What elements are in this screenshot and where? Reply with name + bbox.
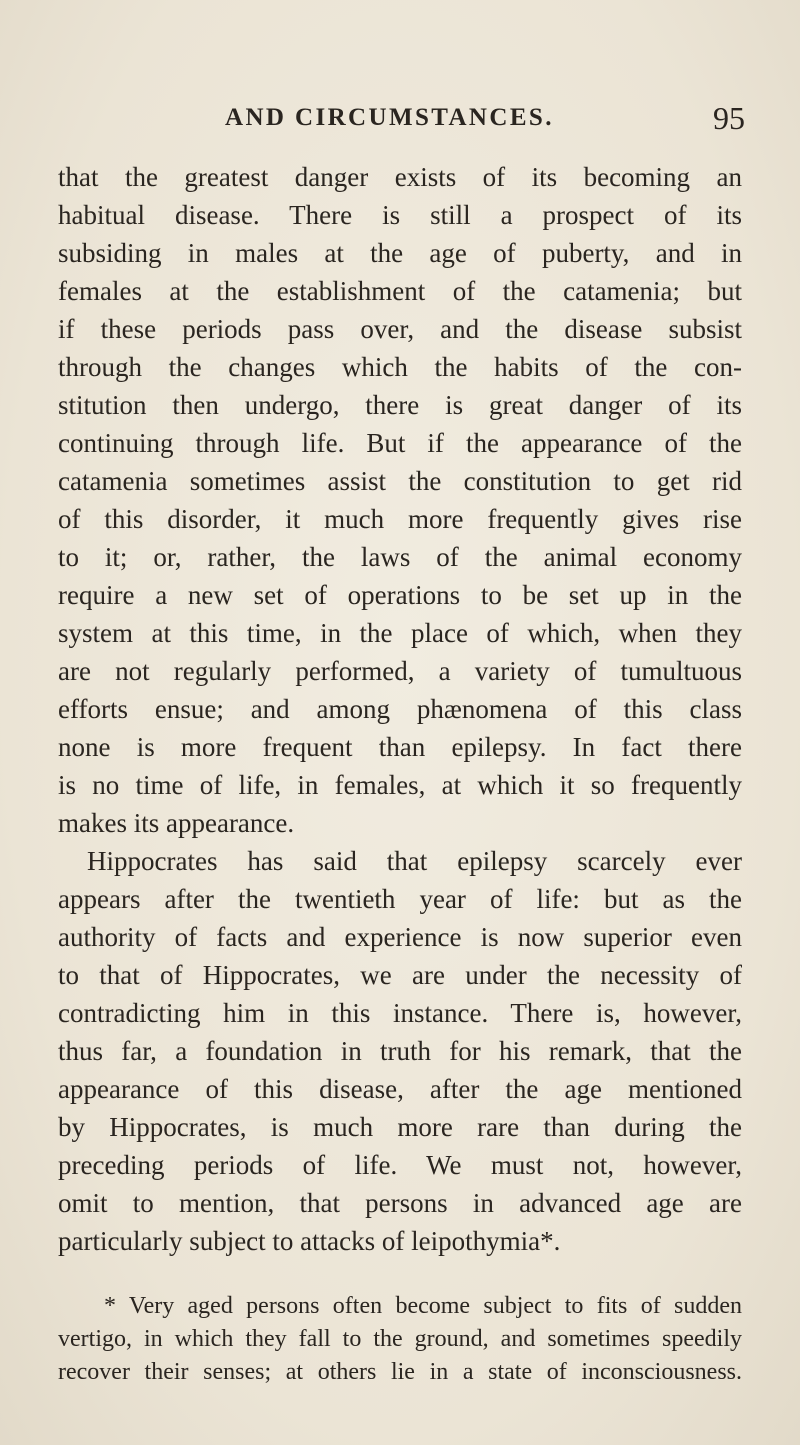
text-line: preceding periods of life. We must not, however, [58, 1150, 742, 1180]
text-line: if these periods pass over, and the disease subsist [58, 314, 742, 344]
text-line: stitution then undergo, there is great danger of its [58, 390, 742, 420]
text-line: habitual disease. There is still a prospect of its [58, 200, 742, 230]
text-line: to it; or, rather, the laws of the animal economy [58, 542, 742, 572]
text-line: by Hippocrates, is much more rare than during the [58, 1112, 742, 1142]
text-line: continuing through life. But if the appearance of the [58, 428, 742, 458]
text-line: authority of facts and experience is now superior even [58, 922, 742, 952]
paragraph-end-line: particularly subject to attacks of leipothymia*. [58, 1226, 561, 1256]
text-line: through the changes which the habits of the con- [58, 352, 742, 382]
footnote-line: recover their senses; at others lie in a state of inconsciousness. [58, 1359, 742, 1385]
text-line: thus far, a foundation in truth for his remark, that the [58, 1036, 742, 1066]
text-line: contradicting him in this instance. There is, however, [58, 998, 742, 1028]
body-text [58, 158, 742, 1260]
running-head [225, 100, 745, 144]
text-line: are not regularly performed, a variety of tumultuous [58, 656, 742, 686]
page-number: 95 [713, 100, 745, 136]
text-line: of this disorder, it much more frequently gives rise [58, 504, 742, 534]
footnote-line: vertigo, in which they fall to the ground, and sometimes speedily [58, 1326, 742, 1352]
text-line: catamenia sometimes assist the constitution to get rid [58, 466, 742, 496]
text-line: omit to mention, that persons in advanced age are [58, 1188, 742, 1218]
text-line: subsiding in males at the age of puberty, and in [58, 238, 742, 268]
paragraph-start-line: Hippocrates has said that epilepsy scarcely ever [87, 846, 742, 876]
running-title: AND CIRCUMSTANCES. [225, 104, 554, 131]
text-line: appears after the twentieth year of life: but as the [58, 884, 742, 914]
footnote-line: * Very aged persons often become subject to fits of sudden [104, 1293, 742, 1319]
text-line: appearance of this disease, after the age mentioned [58, 1074, 742, 1104]
text-line: that the greatest danger exists of its becoming an [58, 162, 742, 192]
text-line: is no time of life, in females, at which it so frequently [58, 770, 742, 800]
paragraph-end-line: makes its appearance. [58, 808, 295, 838]
text-line: to that of Hippocrates, we are under the necessity of [58, 960, 742, 990]
text-line: efforts ensue; and among phænomena of this class [58, 694, 742, 724]
footnote [58, 1290, 742, 1389]
text-line: females at the establishment of the catamenia; but [58, 276, 742, 306]
text-line: system at this time, in the place of which, when they [58, 618, 742, 648]
text-line: none is more frequent than epilepsy. In fact there [58, 732, 742, 762]
text-line: require a new set of operations to be set up in the [58, 580, 742, 610]
